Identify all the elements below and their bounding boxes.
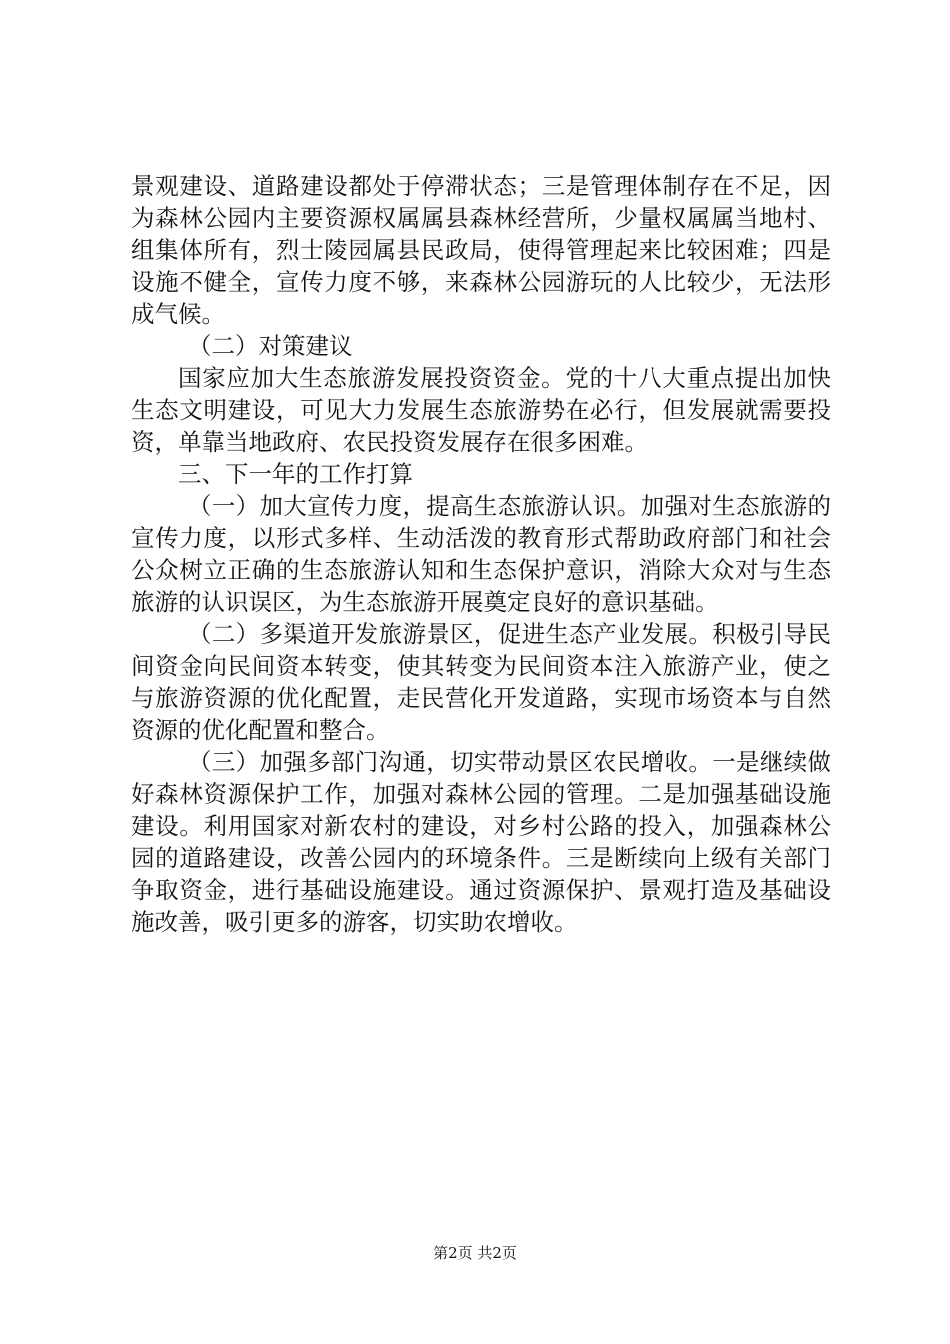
heading-next-year-plan: 三、下一年的工作打算 [178,460,413,488]
paragraph-continuation: 景观建设、道路建设都处于停滞状态；三是管理体制存在不足，因为森林公园内主要资源权属属县森林经营所，少量权属属当地村、组集体所有，烈士陵园属县民政局，使得管理起来比较困难；四是设施不健全，宣传力度不够，来森林公园游玩的人比较少，无法形成气候。 [131,172,831,328]
paragraph-multichannel: （二）多渠道开发旅游景区，促进生态产业发展。积极引导民间资金向民间资本转变，使其转变为民间资本注入旅游产业，使之与旅游资源的优化配置，走民营化开发道路，实现市场资本与自然资源的优化配置和整合。 [131,620,831,744]
document-body [131,170,831,938]
paragraph-investment: 国家应加大生态旅游发展投资资金。党的十八大重点提出加快生态文明建设，可见大力发展生态旅游势在必行，但发展就需要投资，单靠当地政府、农民投资发展存在很多困难。 [131,364,831,456]
paragraph-cooperation: （三）加强多部门沟通，切实带动景区农民增收。一是继续做好森林资源保护工作，加强对森林公园的管理。二是加强基础设施建设。利用国家对新农村的建设，对乡村公路的投入，加强森林公园的道路建设，改善公园内的环境条件。三是断续向上级有关部门争取资金，进行基础设施建设。通过资源保护、景观打造及基础设施改善，吸引更多的游客，切实助农增收。 [131,748,831,936]
subheading-countermeasures: （二）对策建议 [188,332,353,360]
page-number-footer: 第2页 共2页 [433,1244,517,1262]
paragraph-publicity: （一）加大宣传力度，提高生态旅游认识。加强对生态旅游的宣传力度，以形式多样、生动活泼的教育形式帮助政府部门和社会公众树立正确的生态旅游认知和生态保护意识，消除大众对与生态旅游的认识误区，为生态旅游开展奠定良好的意识基础。 [131,492,831,616]
